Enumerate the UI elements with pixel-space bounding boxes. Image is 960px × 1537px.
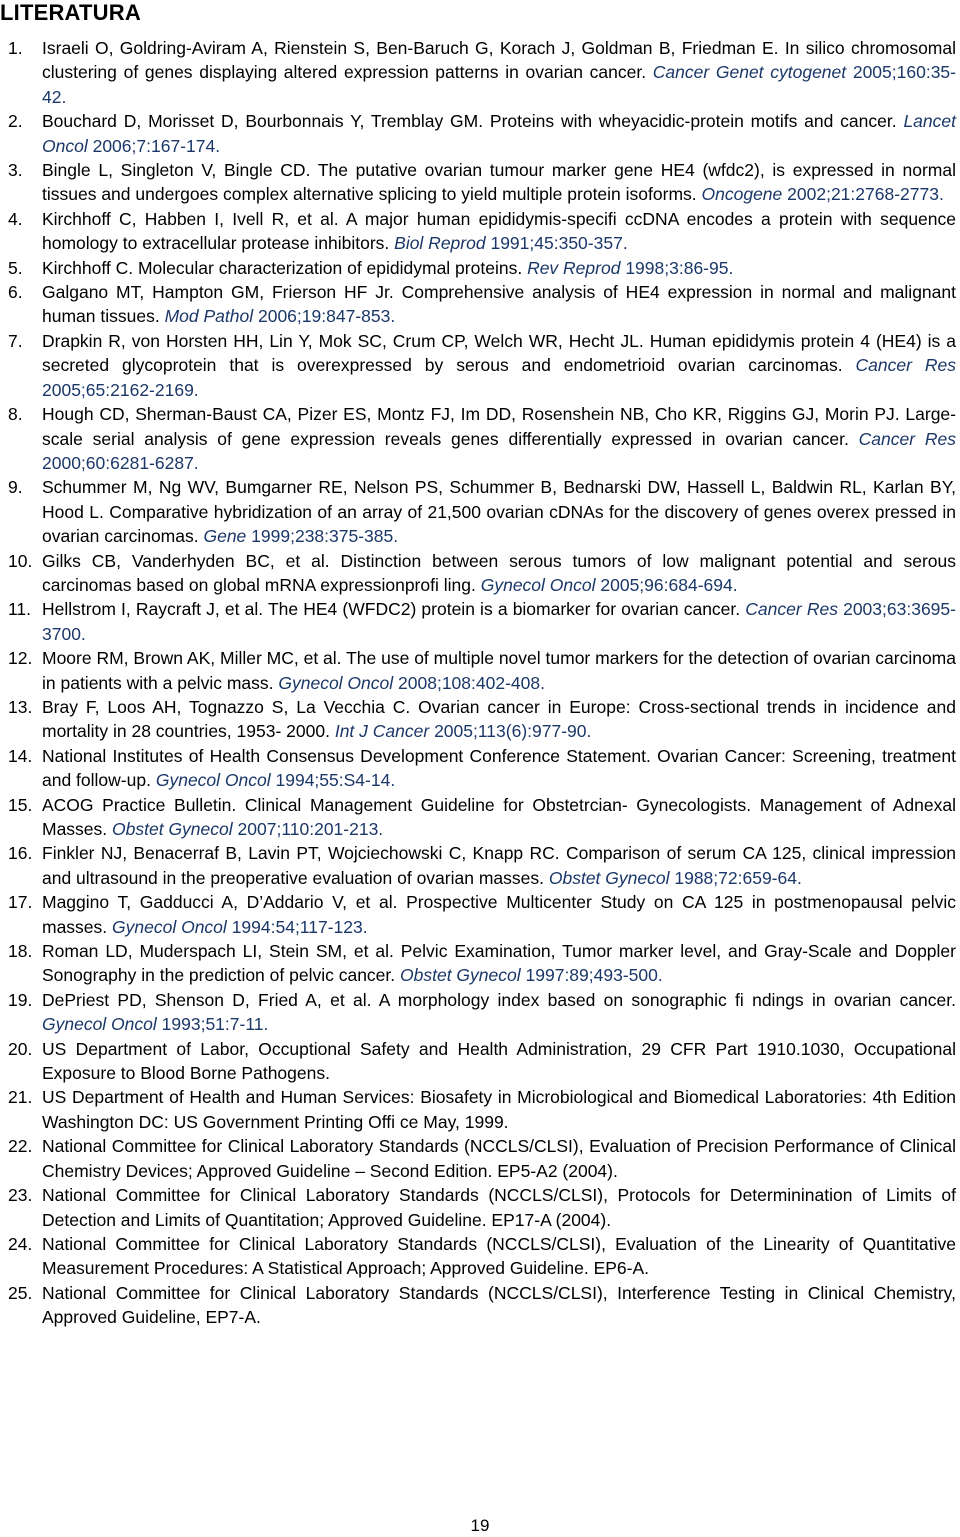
reference-source (203, 526, 398, 546)
reference-text: Bingle L, Singleton V, Bingle CD. The putative ovarian tumour marker gene HE4 (wfdc2), is expressed in normal tissues and undergoes complex alternative splicing to yield multiple protein isoforms. (42, 160, 956, 205)
reference-details: 1994;55:S4-14. (275, 770, 396, 791)
reference-source (702, 184, 944, 204)
reference-journal: Gynecol Oncol (155, 770, 271, 791)
reference-item (8, 597, 956, 646)
reference-journal: Obstet Gynecol (548, 867, 670, 888)
reference-source (112, 917, 368, 937)
reference-text: Hellstrom I, Raycraft J, et al. The HE4 (WFDC2) protein is a biomarker for ovarian cancer. (42, 599, 741, 620)
reference-journal: Gynecol Oncol (278, 672, 394, 693)
reference-details: 2002;21:2768-2773. (787, 184, 944, 205)
reference-text: Kirchhoff C. Molecular characterization of epididymal proteins. (42, 257, 523, 278)
reference-number: 1. (8, 38, 23, 58)
reference-text: Bouchard D, Morisset D, Bourbonnais Y, Tremblay GM. Proteins with wheyacidic-protein motifs and cancer. (42, 111, 897, 132)
reference-journal: Cancer Res (858, 428, 956, 449)
reference-item (8, 402, 956, 475)
reference-text: Hough CD, Sherman-Baust CA, Pizer ES, Montz FJ, Im DD, Rosenshein NB, Cho KR, Riggins GJ, Morin PJ. Large-scale serial analysis of gene expression reveals genes differentially expressed in ovarian cancer. (42, 404, 956, 449)
reference-number: 18. (8, 941, 33, 962)
reference-journal: Mod Pathol (164, 306, 254, 327)
reference-details: 2003;63:3695-3700. (42, 599, 956, 644)
reference-details: 1997:89;493-500. (525, 965, 663, 986)
reference-text: Kirchhoff C, Habben I, Ivell R, et al. A major human epididymis-specifi ccDNA encodes a protein with sequence homology to extracellular protease inhibitors. (42, 208, 956, 254)
page-number: 19 (470, 1516, 490, 1535)
reference-text: National Committee for Clinical Laboratory Standards (NCCLS/CLSI), Protocols for Determinination of Limits of Detection and Limits of Quantitation; Approved Guideline. EP17-A (2004). (42, 1185, 956, 1230)
reference-source (112, 819, 383, 839)
reference-text: Galgano MT, Hampton GM, Frierson HF Jr. Comprehensive analysis of HE4 expression in normal and malignant human tissues. (42, 282, 956, 327)
reference-journal: Cancer Res (745, 599, 838, 620)
reference-item (8, 890, 956, 939)
reference-number: 5. (8, 257, 23, 278)
reference-item (8, 280, 956, 329)
reference-source (165, 306, 396, 326)
reference-number: 10. (8, 550, 33, 571)
reference-number: 7. (8, 330, 23, 351)
reference-text: National Institutes of Health Consensus Development Conference Statement. Ovarian Cancer: Screening, treatment and follow-up. (42, 745, 956, 791)
reference-journal: Gynecol Oncol (480, 574, 596, 595)
reference-number: 11. (8, 599, 32, 620)
reference-details: 2006;19:847-853. (257, 306, 396, 327)
reference-item (8, 1183, 956, 1232)
reference-item (8, 793, 956, 842)
reference-number: 9. (8, 477, 23, 498)
reference-item (8, 1037, 956, 1086)
reference-text: Israeli O, Goldring-Aviram A, Rienstein S, Ben-Baruch G, Korach J, Goldman B, Friedman E. In silico chromosomal clustering of genes displaying altered expression patterns in ovarian cancer. (42, 38, 956, 83)
reference-source (156, 770, 395, 790)
reference-number: 12. (8, 648, 33, 669)
reference-number: 13. (8, 696, 33, 717)
reference-details: 2005;96:684-694. (600, 574, 738, 595)
reference-text: US Department of Health and Human Services: Biosafety in Microbiological and Biomedical Laboratories: 4th Edition Washington DC: US Government Printing Offi ce May, 1999. (42, 1087, 956, 1132)
reference-item (8, 988, 956, 1037)
reference-details: 2005;160:35-42. (42, 62, 956, 107)
reference-journal: Cancer Res (855, 355, 956, 376)
reference-number: 4. (8, 208, 23, 229)
reference-details: 2007;110:201-213. (237, 819, 384, 839)
reference-number: 20. (8, 1038, 33, 1059)
reference-text: National Committee for Clinical Laboratory Standards (NCCLS/CLSI), Interference Testing in Clinical Chemistry, Approved Guideline, EP7-A. (42, 1282, 956, 1328)
reference-journal: Biol Reprod (394, 233, 486, 254)
reference-source (481, 575, 738, 595)
reference-journal: Rev Reprod (527, 257, 621, 278)
reference-item (8, 744, 956, 793)
reference-text: Maggino T, Gadducci A, D’Addario V, et al. Prospective Multicenter Study on CA 125 in postmenopausal pelvic masses. (42, 892, 956, 937)
reference-number: 15. (8, 794, 33, 815)
reference-text: Roman LD, Muderspach LI, Stein SM, et al. Pelvic Examination, Tumor marker level, and Gray-Scale and Doppler Sonography in the prediction of pelvic cancer. (42, 941, 956, 986)
reference-list (8, 36, 956, 1330)
reference-source (394, 233, 628, 253)
reference-source (335, 721, 592, 741)
reference-journal: Gene (203, 526, 247, 547)
reference-text: Schummer M, Ng WV, Bumgarner RE, Nelson PS, Schummer B, Bednarski DW, Hassell L, Baldwin RL, Karlan BY, Hood L. Comparative hybridization of an array of 21,500 ovarian cDNAs for the discovery of genes overex pressed in ovarian carcinomas. (42, 477, 956, 547)
reference-number: 2. (8, 111, 23, 132)
reference-text: National Committee for Clinical Laboratory Standards (NCCLS/CLSI), Evaluation of the Linearity of Quantitative Measurement Procedures: A Statistical Approach; Approved Guideline. EP6-A. (42, 1233, 956, 1279)
reference-journal: Obstet Gynecol (112, 819, 233, 839)
reference-item (8, 36, 956, 109)
reference-details: 1991;45:350-357. (490, 233, 628, 254)
reference-details: 2008;108:402-408. (398, 672, 545, 693)
page-title: LITERATURA (0, 0, 141, 25)
reference-journal: Lancet Oncol (42, 111, 956, 156)
reference-number: 16. (8, 843, 33, 864)
reference-source (527, 258, 733, 278)
reference-item (8, 549, 956, 598)
reference-item (8, 109, 956, 158)
reference-details: 1999;238:375-385. (251, 526, 399, 547)
reference-number: 14. (8, 745, 33, 766)
reference-details: 2005;65:2162-2169. (42, 379, 199, 400)
reference-details: 1994:54;117-123. (231, 916, 368, 937)
reference-text: National Committee for Clinical Laboratory Standards (NCCLS/CLSI), Evaluation of Precision Performance of Clinical Chemistry Devices; Approved Guideline – Second Edition. EP5-A2 (2004). (42, 1136, 956, 1181)
reference-source (278, 673, 545, 693)
reference-text: ACOG Practice Bulletin. Clinical Management Guideline for Obstetrcian- Gynecologists. Management of Adnexal Masses. (42, 794, 956, 839)
reference-item (8, 158, 956, 207)
reference-journal: Gynecol Oncol (42, 1014, 157, 1035)
reference-source (42, 1014, 268, 1034)
reference-number: 22. (8, 1136, 33, 1157)
reference-text: Finkler NJ, Benacerraf B, Lavin PT, Wojciechowski C, Knapp RC. Comparison of serum CA 125, clinical impression and ultrasound in the preoperative evaluation of ovarian masses. (42, 843, 956, 888)
reference-text: Moore RM, Brown AK, Miller MC, et al. The use of multiple novel tumor markers for the detection of ovarian carcinoma in patients with a pelvic mass. (42, 648, 956, 693)
reference-number: 17. (8, 892, 33, 913)
reference-text: Bray F, Loos AH, Tognazzo S, La Vecchia C. Ovarian cancer in Europe: Cross-sectional trends in incidence and mortality in 28 countries, 1953- 2000. (42, 696, 956, 742)
reference-item (8, 695, 956, 744)
reference-item (8, 475, 956, 548)
reference-text: Gilks CB, Vanderhyden BC, et al. Distinction between serous tumors of low malignant potential and serous carcinomas based on global mRNA expressionprofi ling. (42, 550, 956, 595)
reference-item (8, 1281, 956, 1330)
reference-journal: Oncogene (701, 184, 783, 205)
reference-item (8, 1085, 956, 1134)
reference-number: 8. (8, 404, 23, 425)
reference-text: DePriest PD, Shenson D, Fried A, et al. A morphology index based on sonographic fi ndings in ovarian cancer. (42, 989, 956, 1010)
reference-details: 2000;60:6281-6287. (42, 452, 199, 473)
reference-number: 25. (8, 1282, 33, 1303)
reference-item (8, 329, 956, 402)
reference-source (400, 965, 663, 985)
reference-item (8, 1232, 956, 1281)
reference-journal: Cancer Genet cytogenet (652, 62, 847, 83)
reference-item (8, 939, 956, 988)
reference-details: 2006;7:167-174. (92, 135, 221, 156)
reference-item (8, 1134, 956, 1183)
reference-journal: Obstet Gynecol (400, 965, 521, 986)
reference-number: 21. (8, 1087, 33, 1108)
reference-number: 6. (8, 282, 23, 303)
reference-number: 23. (8, 1185, 33, 1206)
reference-journal: Gynecol Oncol (112, 916, 227, 937)
reference-source (549, 868, 802, 888)
reference-text: US Department of Labor, Occuptional Safety and Health Administration, 29 CFR Part 1910.1030, Occupational Exposure to Blood Borne Pathogens. (42, 1038, 956, 1084)
reference-item (8, 841, 956, 890)
reference-number: 19. (8, 989, 33, 1010)
reference-item (8, 256, 956, 280)
reference-journal: Int J Cancer (334, 721, 430, 742)
reference-item (8, 207, 956, 256)
reference-text: Drapkin R, von Horsten HH, Lin Y, Mok SC, Crum CP, Welch WR, Hecht JL. Human epididymis protein 4 (HE4) is a secreted glycoprotein that is overexpressed by serous and endometrioid ovarian carcinomas. (42, 330, 956, 376)
reference-details: 1988;72:659-64. (674, 867, 802, 888)
reference-item (8, 646, 956, 695)
reference-details: 1993;51:7-11. (161, 1014, 269, 1035)
reference-number: 3. (8, 160, 23, 181)
reference-details: 2005;113(6):977-90. (434, 721, 592, 742)
reference-details: 1998;3:86-95. (625, 257, 734, 278)
reference-number: 24. (8, 1233, 33, 1254)
